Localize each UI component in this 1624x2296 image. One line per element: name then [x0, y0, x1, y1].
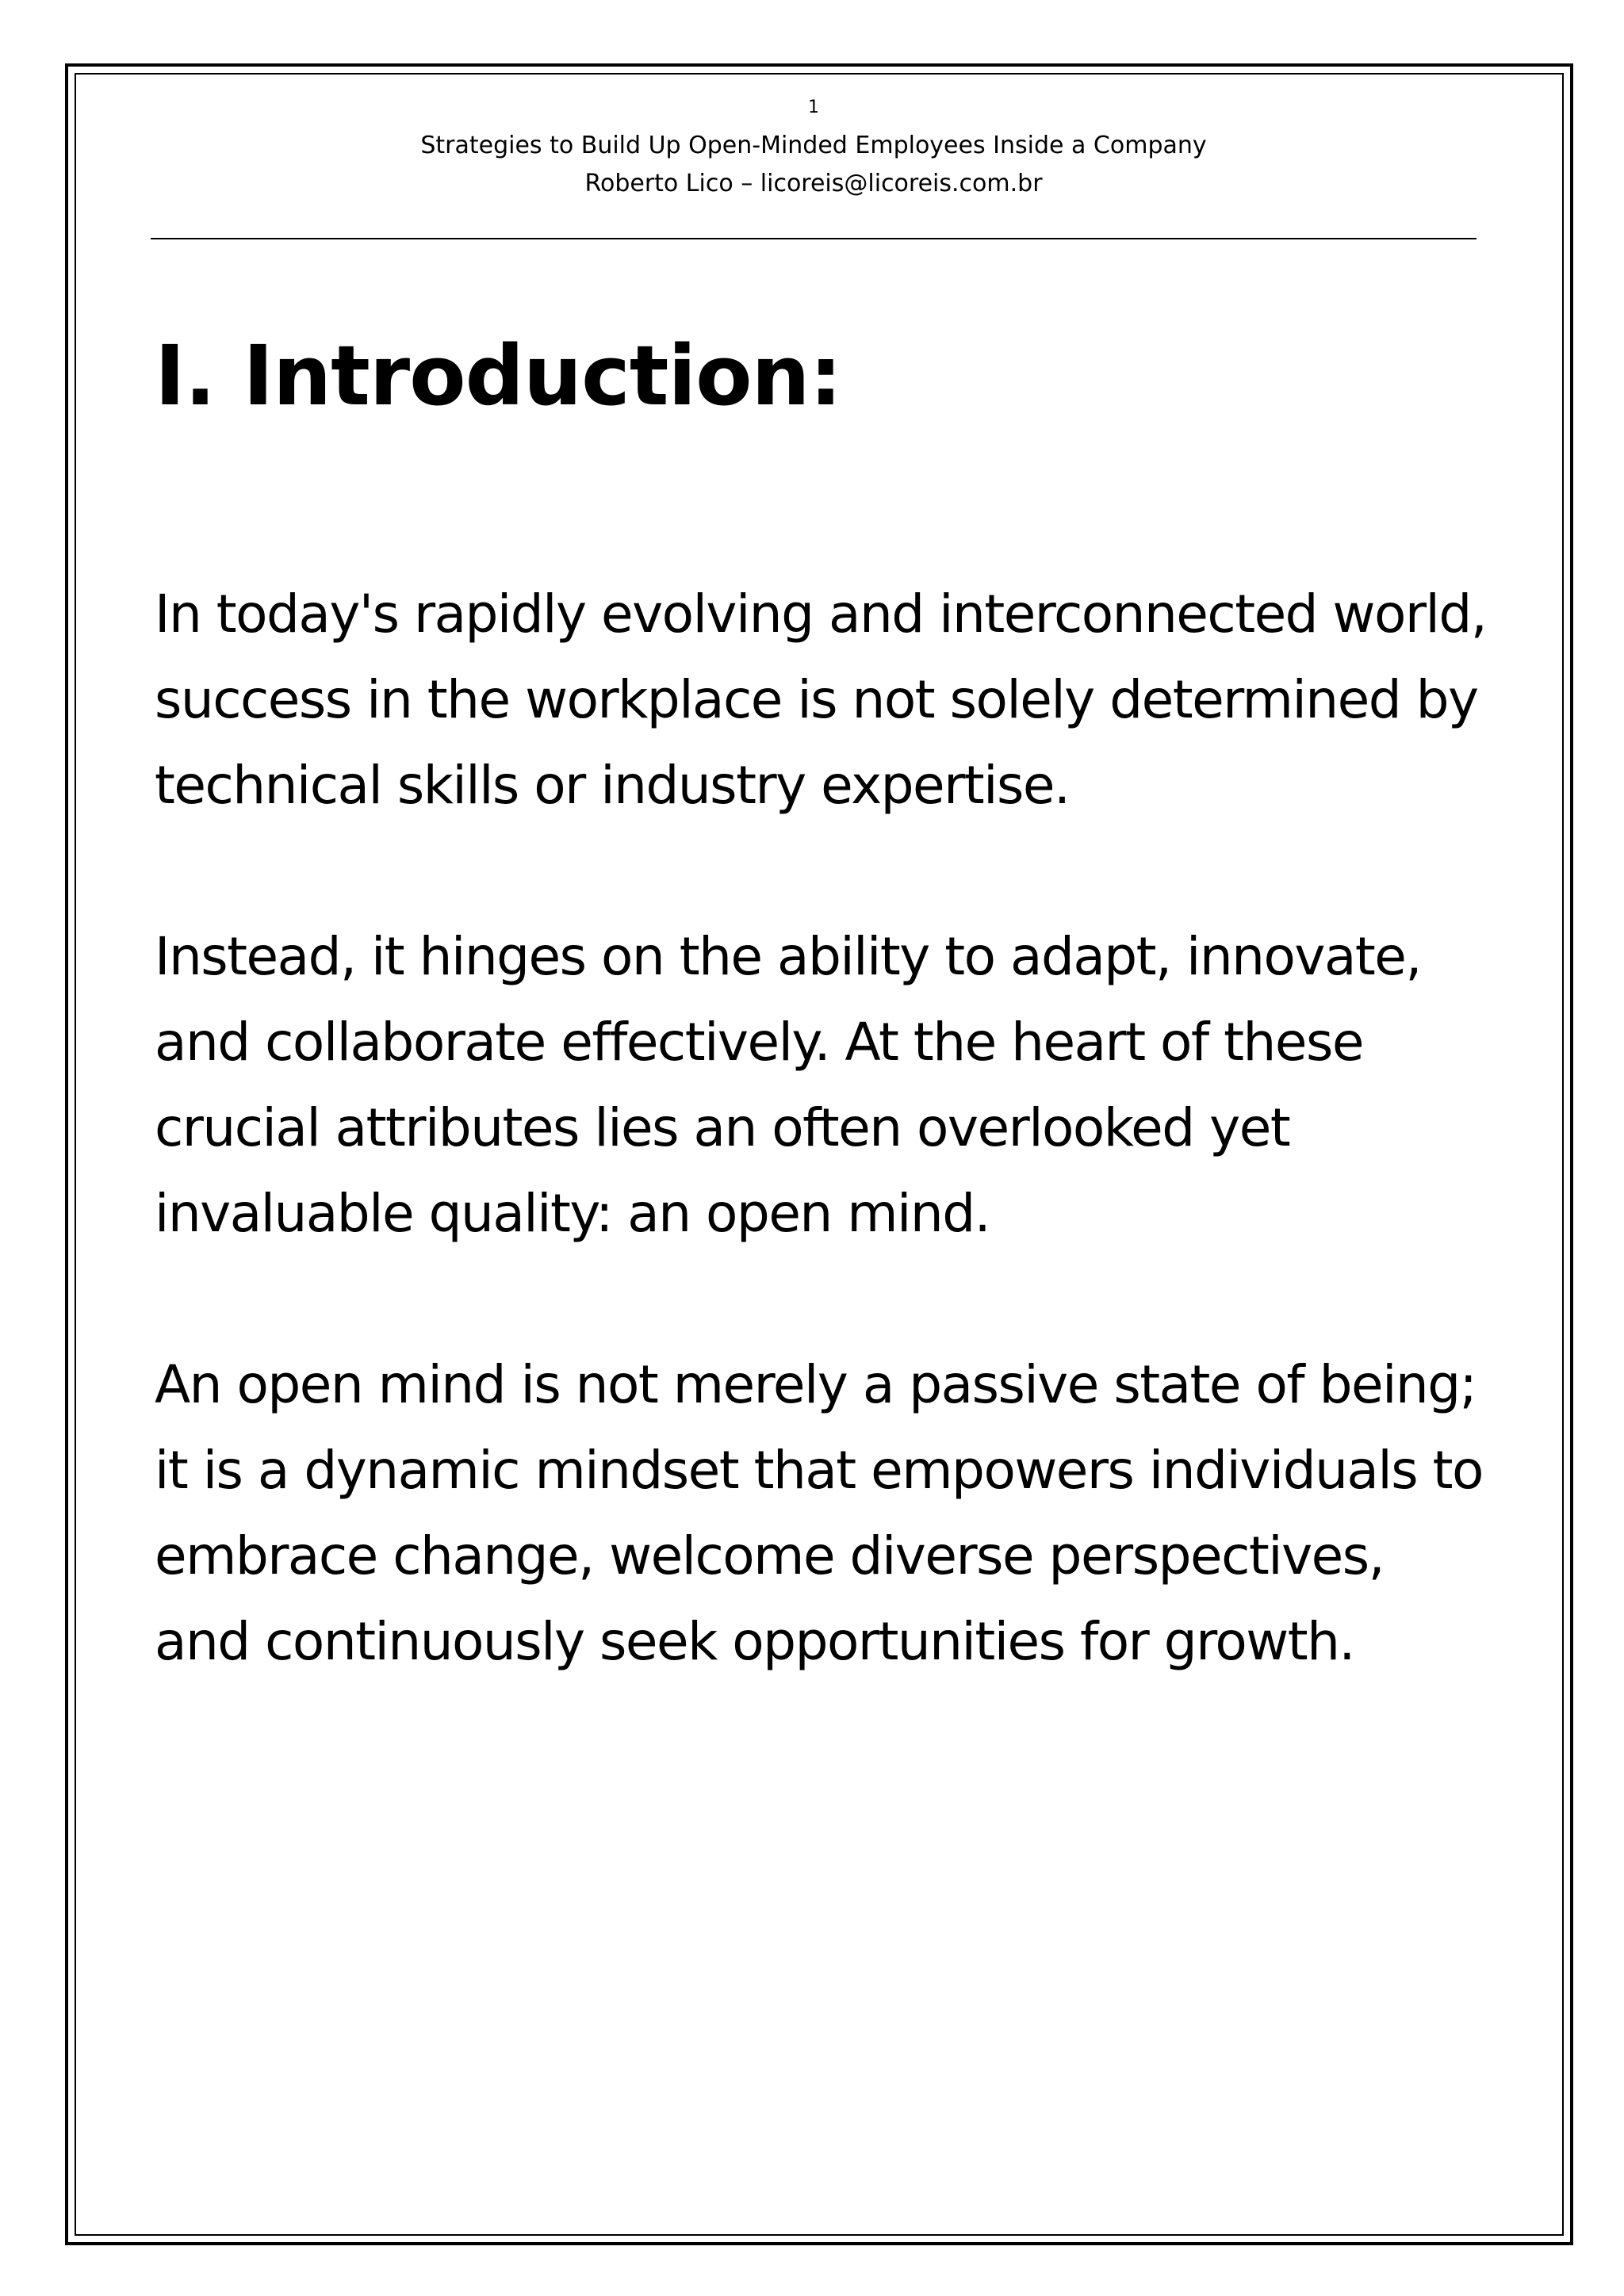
page-number: 1 — [808, 98, 819, 117]
author-line: Roberto Lico – licoreis@licoreis.com.br — [584, 170, 1043, 197]
document-title: Strategies to Build Up Open-Minded Employees Inside a Company — [420, 132, 1207, 159]
header-divider — [151, 238, 1477, 239]
section-title: I. Introduction: — [155, 327, 842, 424]
paragraph-1: In today's rapidly evolving and interconnected world, success in the workplace is not solely determined by technical skills or industry expertise. — [155, 584, 1487, 816]
paragraph-3: An open mind is not merely a passive state of being; it is a dynamic mindset that empowers individuals to embrace change, welcome diverse perspectives, and continuously seek opportunities for growth. — [155, 1354, 1483, 1672]
paragraph-2: Instead, it hinges on the ability to adapt, innovate, and collaborate effectively. At the heart of these crucial attributes lies an often overlooked yet invaluable quality: an open mind. — [155, 926, 1421, 1244]
page-header — [151, 94, 1477, 203]
main-content — [155, 320, 1487, 1770]
